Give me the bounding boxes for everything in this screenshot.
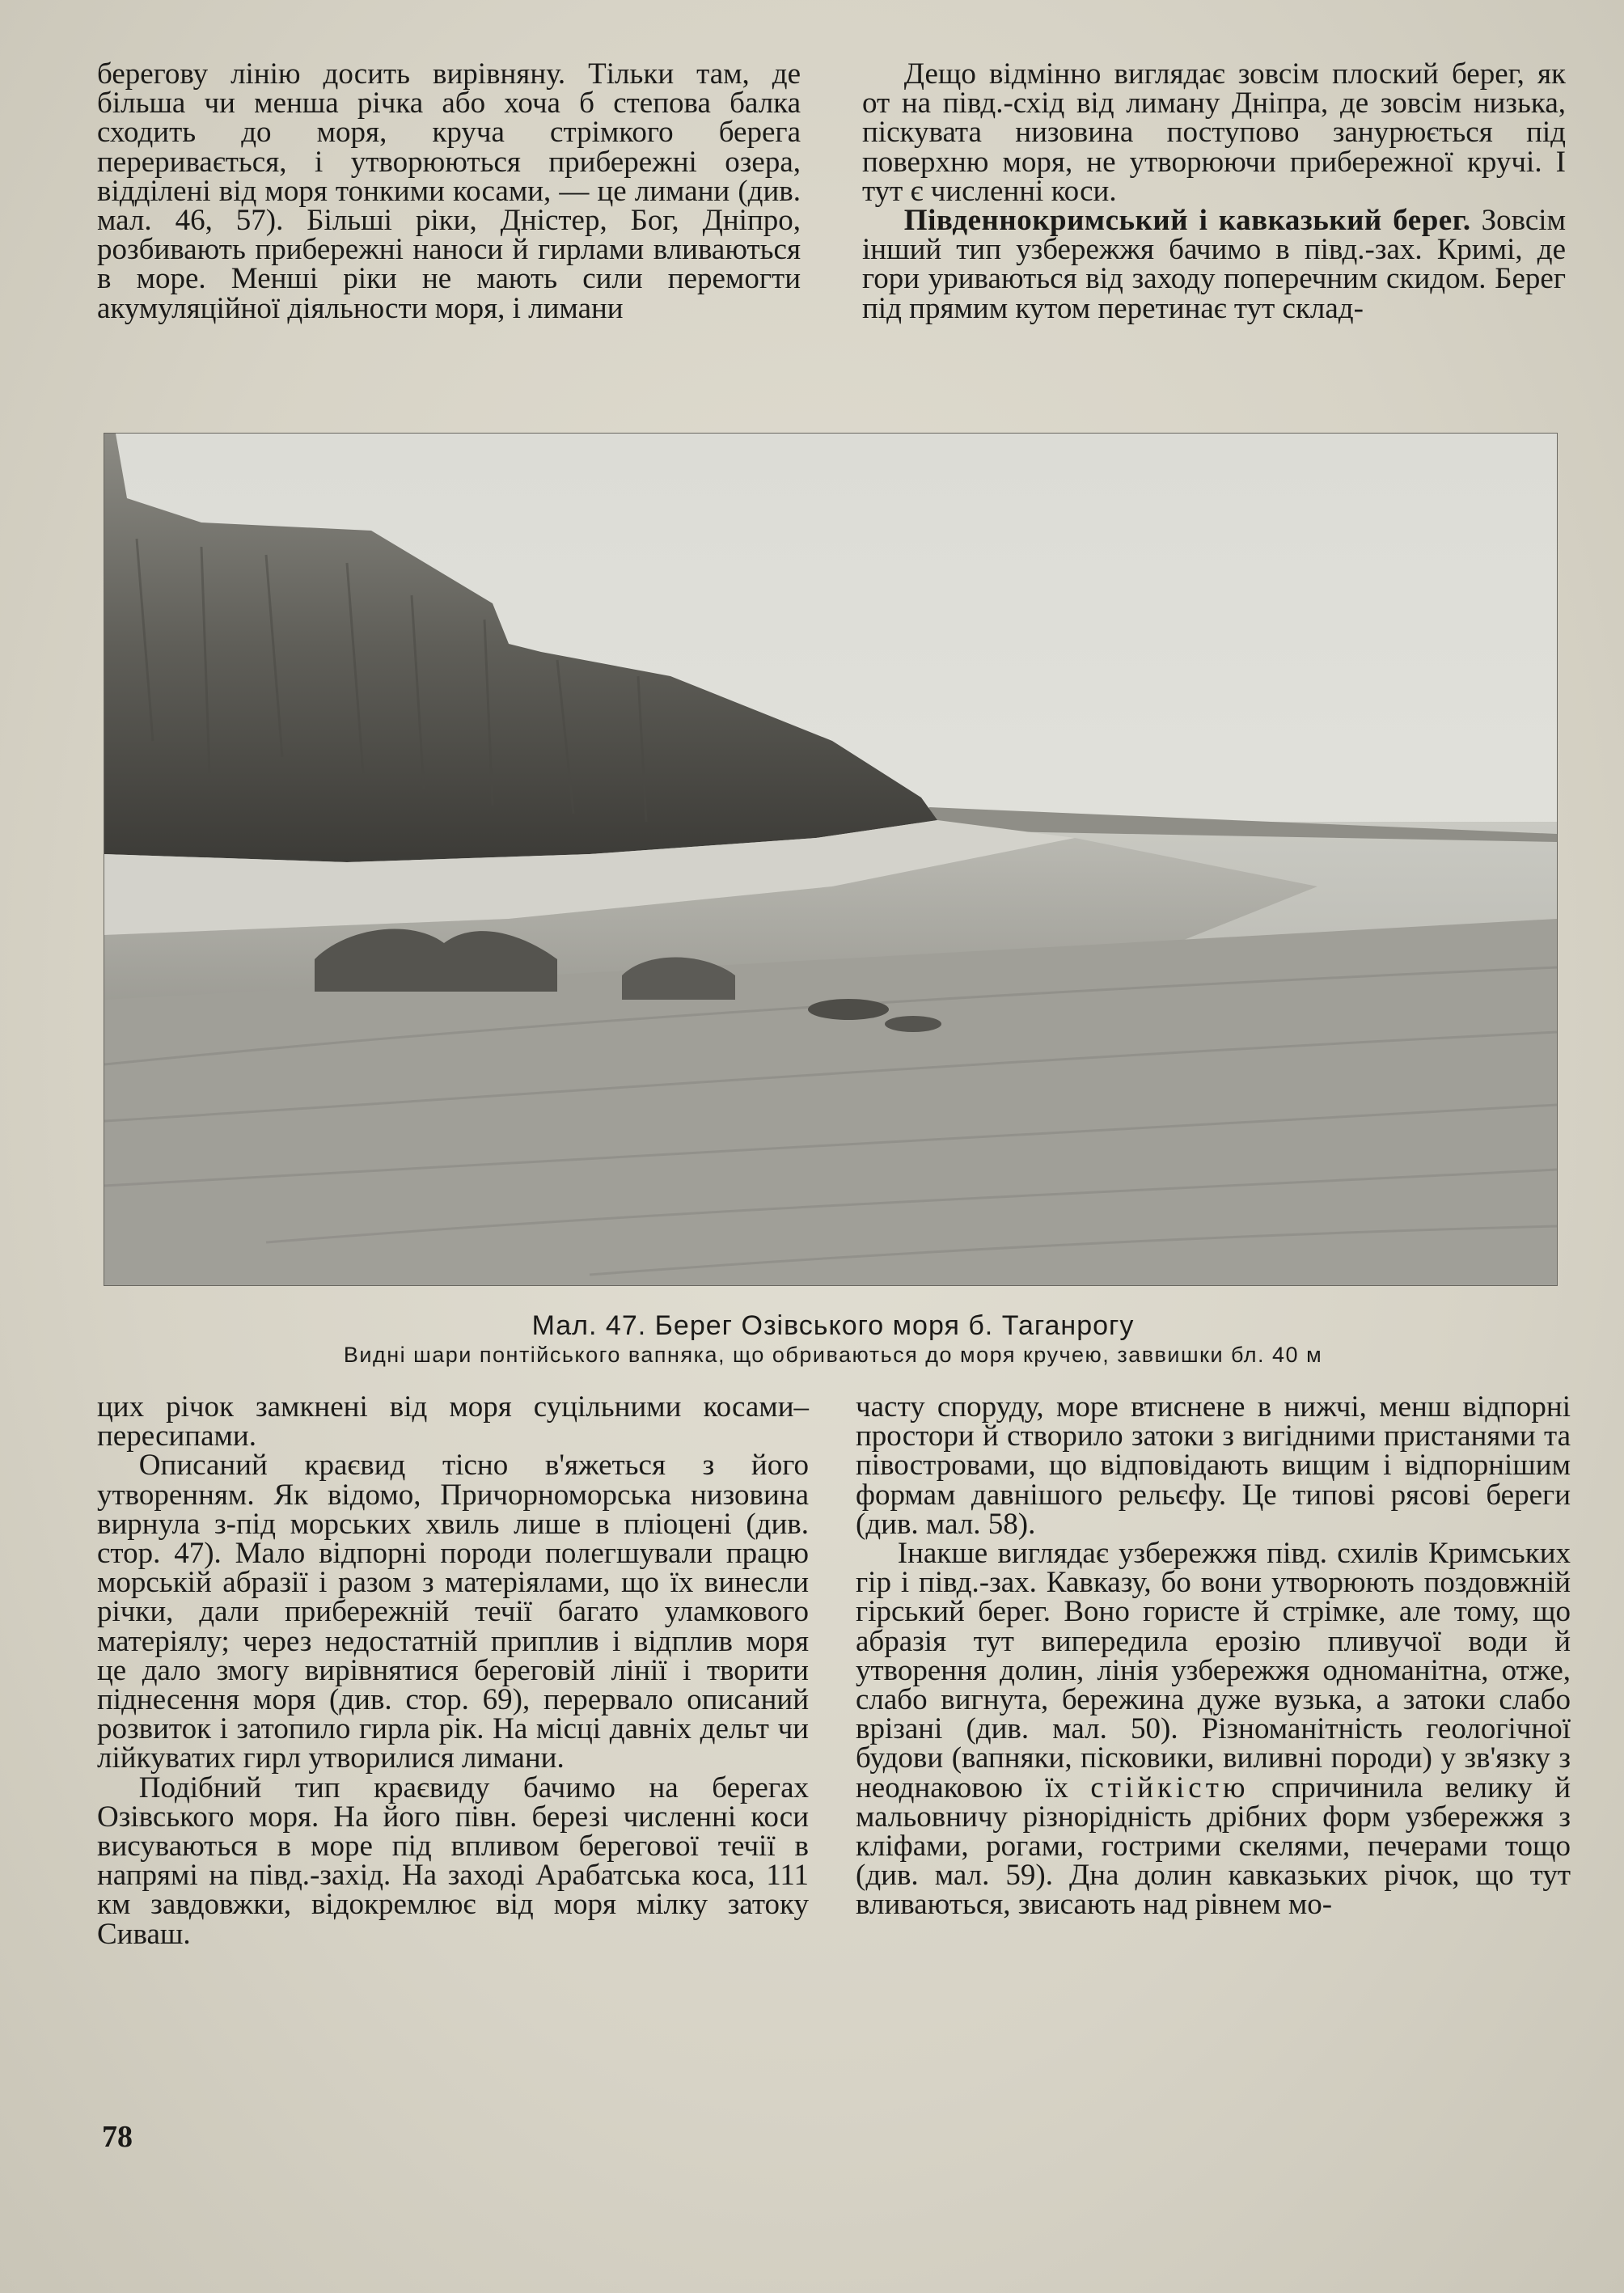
text-column-top-left (97, 57, 801, 325)
paragraph: Дещо відмінно виглядає зовсім плоский берег, як от на півд.-схід від лиману Дніпра, де зовсім низька, піскувата низовина поступово занурюється під поверхню моря, не утворюючи прибережної кручі. І тут є численні коси. (862, 57, 1566, 208)
paragraph (856, 1539, 1571, 1920)
figure-caption-subtitle: Видні шари понтійського вапняка, що обриваються до моря кручею, заввишки бл. 40 м (343, 1343, 1323, 1367)
paragraph: Подібний тип краєвиду бачимо на берегах Озівського моря. На його півн. березі численні коси висуваються в море під впливом берегової течії в напрямі на півд.-захід. На заході Арабатська коса, 111 км завдовжки, відокремлює від моря мілку затоку Сиваш. (97, 1771, 809, 1951)
text-column-bottom-right (856, 1390, 1571, 1922)
paragraph: цих річок замкнені від моря суцільними косами–пересипами. (97, 1390, 809, 1453)
paragraph (862, 206, 1566, 324)
page-number: 78 (102, 2120, 133, 2154)
text-column-bottom-left (97, 1390, 809, 1951)
emphasized-word: стійкістю (1090, 1771, 1250, 1804)
section-heading: Південнокримський і кавказький берег. (903, 204, 1471, 238)
figure-caption: Мал. 47. Берег Озівського моря б. Таганрогу (531, 1310, 1135, 1341)
paragraph: Описаний краєвид тісно в'яжеться з його утворенням. Як відомо, Причорноморська низовина вирнула з-під морських хвиль лише в пліоцені (див. стор. 47). Мало відпорні породи полегшували працю морській абразії і разом з матеріялами, що їх винесли річки, дали прибережній течії багато уламкового матеріялу; через недостатній приплив і відплив моря це дало змогу вирівнятися береговій лінії і творити піднесення моря (див. стор. 69), перервало описаний розвиток і затопило гирла рік. На місці давніх дельт чи лійкуватих гирл утворилися лимани. (97, 1449, 809, 1775)
coastal-cliff-photo (104, 433, 1558, 1286)
paragraph: берегову лінію досить вирівняну. Тільки там, де більша чи менша річка або хоча б степова балка сходить до моря, круча стрімкого берега переривається, і утворюються прибережні озера, відділені від моря тонкими косами, — це лимани (див. мал. 46, 57). Більші ріки, Дністер, Бог, Дніпро, розбивають прибережні наноси й гирлами вливаються в море. Менші ріки не мають сили перемогти акумуляційної діяльности моря, і лимани (97, 57, 801, 325)
paragraph-text: Інакше виглядає узбережжя півд. схилів Кримських гір і півд.-зах. Кавказу, бо вони утворюють поздовжній гірський берег. Воно гористе й стрімке, але тому, що абразія тут випередила ерозію пливучої води й утворення долин, лінія узбережжя одноманітна, отже, слабо вигнута, бережина дуже вузька, а затоки слабо врізані (див. мал. 50). Різноманітність геологічної будови (вапняки, пісковики, виливні породи) у зв'язку з неоднаковою їх (856, 1537, 1571, 1804)
paragraph-text: спричинила велику й мальовничу різнорідність дрібних форм узбережжя з кліфами, рогами, гострими скелями, печерами тощо (див. мал. 59). Дна долин кавказьких річок, що тут вливаються, звисають над рівнем мо- (856, 1771, 1571, 1922)
paragraph-text: Зовсім інший тип узбережжя бачимо в півд.-зах. Кримі, де гори уриваються від заходу поперечним скидом. Берег під прямим кутом перетинає тут склад- (862, 204, 1566, 325)
paragraph: часту споруду, море втиснене в нижчі, менш відпорні простори й створило затоки з вигідними пристанями та півостровами, що відповідають вищим і відпорнішим формам давнішого рельєфу. Це типові рясові береги (див. мал. 58). (856, 1390, 1571, 1541)
text-column-top-right (862, 57, 1566, 325)
